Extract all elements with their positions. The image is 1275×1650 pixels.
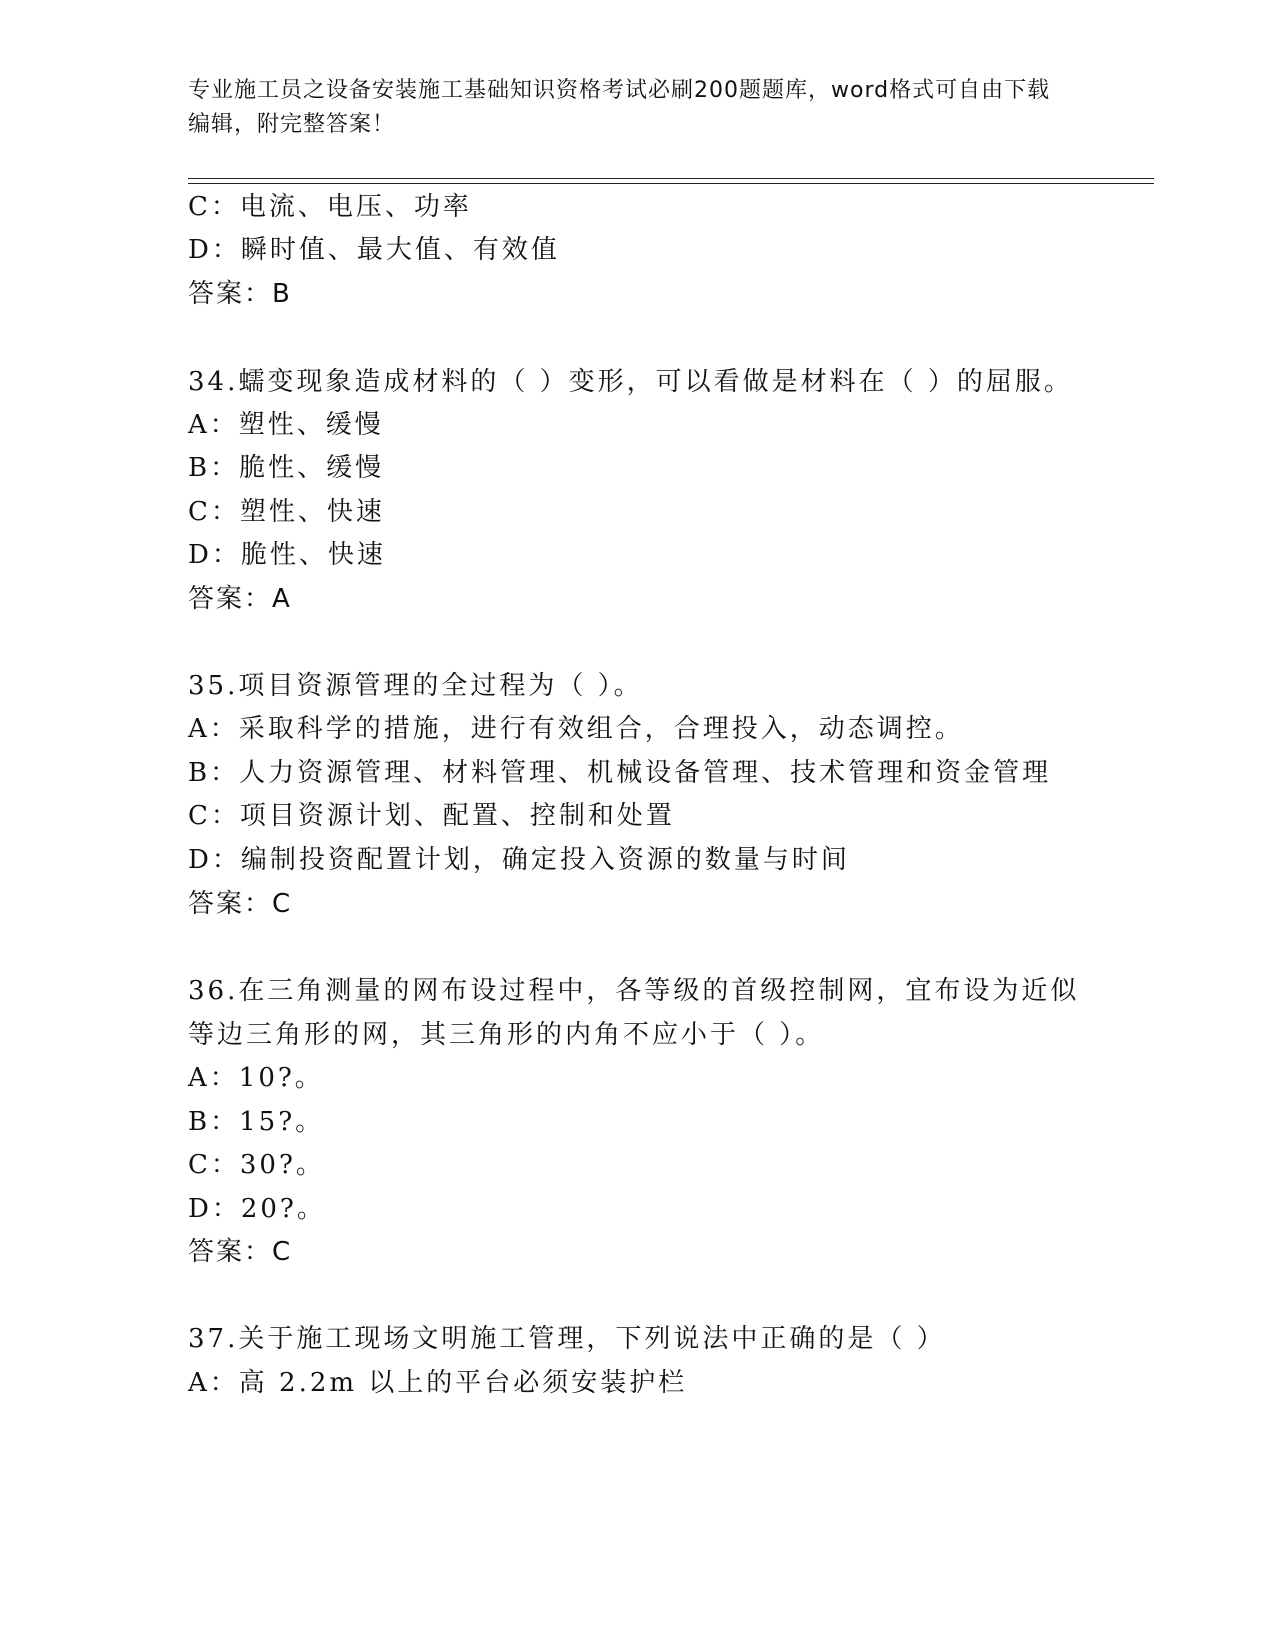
q34-option-d: D：脆性、快速 — [188, 540, 386, 570]
q34-stem: 34.蠕变现象造成材料的（ ）变形，可以看做是材料在（ ）的屈服。 — [188, 367, 1073, 397]
q34-option-a: A：塑性、缓慢 — [188, 410, 384, 440]
prev-answer: 答案：B — [188, 279, 292, 309]
q37-option-a: A：高 2.2m 以上的平台必须安装护栏 — [188, 1368, 688, 1398]
q34-answer: 答案：A — [188, 584, 292, 614]
q35-stem: 35.项目资源管理的全过程为（ ）。 — [188, 671, 643, 701]
q35-option-b: B：人力资源管理、材料管理、机械设备管理、技术管理和资金管理 — [188, 758, 1052, 788]
q36-option-b: B：15?。 — [188, 1107, 325, 1137]
prev-option-d: D：瞬时值、最大值、有效值 — [188, 235, 560, 265]
q34-option-c: C：塑性、快速 — [188, 497, 385, 527]
q35-option-a: A：采取科学的措施，进行有效组合，合理投入，动态调控。 — [188, 714, 964, 744]
header-divider-bottom — [188, 183, 1154, 184]
q36-option-c: C：30?。 — [188, 1150, 325, 1180]
q37-stem: 37.关于施工现场文明施工管理，下列说法中正确的是（ ） — [188, 1324, 946, 1354]
q36-option-a: A：10?。 — [188, 1063, 324, 1093]
q35-answer: 答案：C — [188, 889, 293, 919]
q36-option-d: D：20?。 — [188, 1194, 326, 1224]
q36-answer: 答案：C — [188, 1237, 293, 1267]
q34-option-b: B：脆性、缓慢 — [188, 453, 385, 483]
prev-option-c: C：电流、电压、功率 — [188, 192, 472, 222]
header-title: 专业施工员之设备安装施工基础知识资格考试必刷200题题库，word格式可自由下载编辑，附完整答案！ — [188, 78, 1051, 137]
q35-option-c: C：项目资源计划、配置、控制和处置 — [188, 801, 675, 831]
q36-stem-line2: 等边三角形的网，其三角形的内角不应小于（ ）。 — [188, 1020, 825, 1050]
q36-stem-line1: 36.在三角测量的网布设过程中，各等级的首级控制网，宜布设为近似 — [188, 976, 1080, 1006]
document-header — [188, 74, 1068, 142]
header-divider-top — [188, 178, 1154, 179]
q35-option-d: D：编制投资配置计划，确定投入资源的数量与时间 — [188, 845, 850, 875]
